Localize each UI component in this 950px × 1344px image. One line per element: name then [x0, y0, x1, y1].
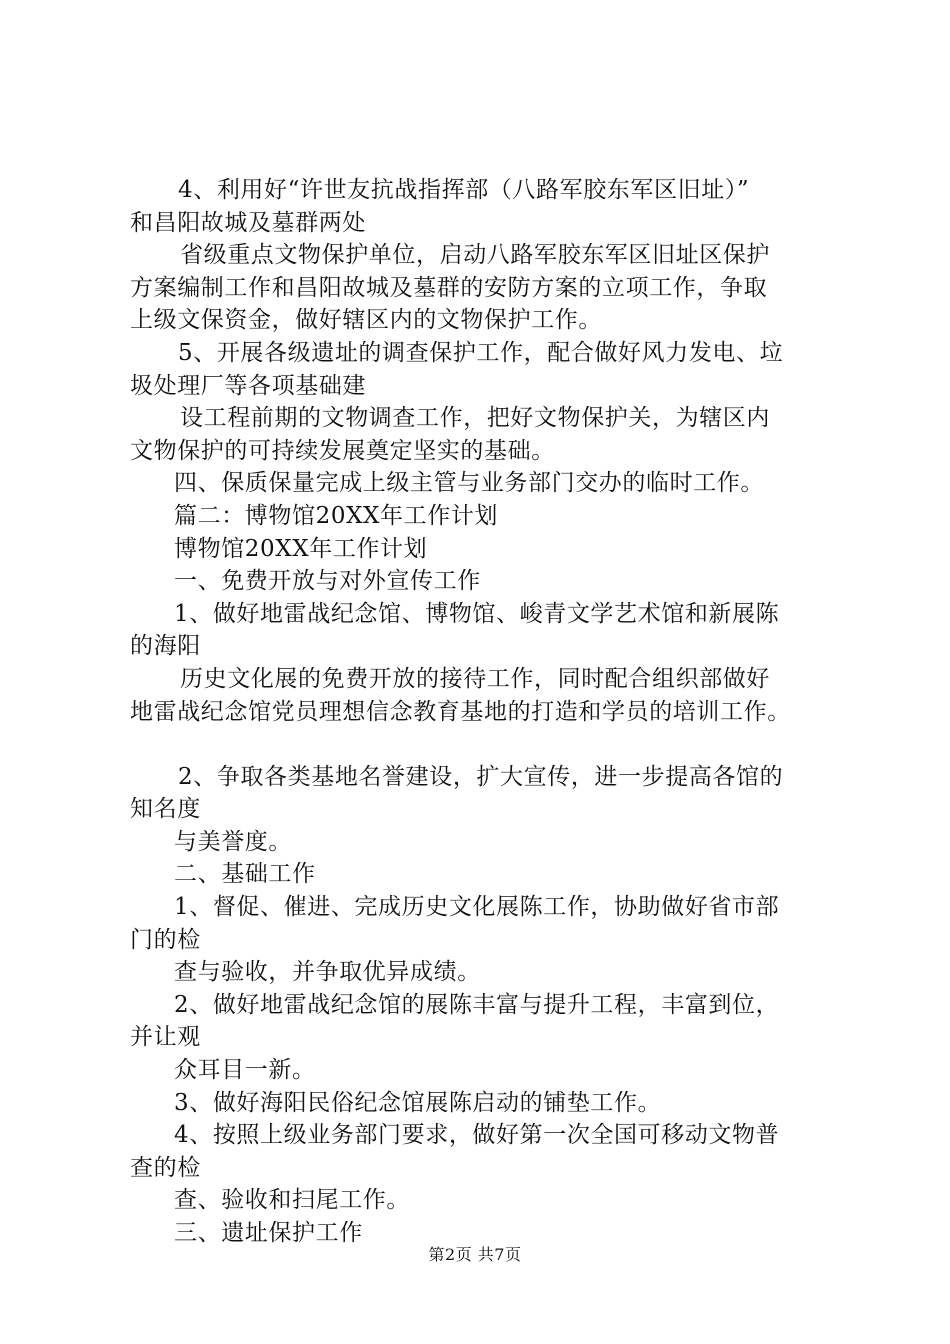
page-number-label: 第2页 共7页	[428, 1245, 522, 1264]
document-body	[130, 174, 860, 1250]
text-line: 门的检	[130, 926, 201, 953]
text-line: 2、争取各类基地名誉建设，扩大宣传，进一步提高各馆的	[178, 763, 784, 790]
text-line: 方案编制工作和昌阳故城及墓群的安防方案的立项工作，争取	[130, 274, 768, 301]
text-line: 和昌阳故城及墓群两处	[130, 209, 366, 236]
blank-line	[130, 728, 860, 761]
text-line: 2、做好地雷战纪念馆的展陈丰富与提升工程，丰富到位，	[174, 991, 780, 1018]
text-line: 地雷战纪念馆党员理想信念教育基地的打造和学员的培训工作。	[130, 698, 791, 725]
text-line: 1、做好地雷战纪念馆、博物馆、峻青文学艺术馆和新展陈	[174, 600, 780, 627]
text-line: 上级文保资金，做好辖区内的文物保护工作。	[130, 307, 602, 334]
text-line: 文物保护的可持续发展奠定坚实的基础。	[130, 437, 555, 464]
text-line: 4、利用好“许世友抗战指挥部（八路军胶东军区旧址）”	[178, 177, 750, 203]
text-line: 知名度	[130, 796, 201, 823]
text-line: 5、开展各级遗址的调查保护工作，配合做好风力发电、垃	[178, 339, 784, 366]
text-line: 4、按照上级业务部门要求，做好第一次全国可移动文物普	[174, 1122, 780, 1149]
text-line: 的海阳	[130, 633, 201, 660]
text-line: 设工程前期的文物调查工作，把好文物保护关，为辖区内	[180, 405, 770, 432]
text-line: 并让观	[130, 1024, 201, 1051]
section-heading: 篇二：博物馆20XX年工作计划	[174, 502, 499, 529]
text-line: 查、验收和扫尾工作。	[174, 1187, 410, 1214]
text-line: 与美誉度。	[174, 828, 292, 855]
section-heading: 一、免费开放与对外宣传工作	[174, 568, 481, 595]
text-line: 查的检	[130, 1154, 201, 1181]
document-title: 博物馆20XX年工作计划	[174, 535, 428, 562]
text-line: 省级重点文物保护单位，启动八路军胶东军区旧址区保护	[180, 242, 770, 269]
section-heading: 三、遗址保护工作	[174, 1220, 363, 1246]
text-line: 众耳目一新。	[174, 1057, 316, 1084]
section-heading: 四、保质保量完成上级主管与业务部门交办的临时工作。	[174, 470, 764, 497]
page-footer	[0, 1244, 950, 1266]
text-line: 3、做好海阳民俗纪念馆展陈启动的铺垫工作。	[174, 1089, 662, 1116]
section-heading: 二、基础工作	[174, 861, 316, 888]
text-line: 历史文化展的免费开放的接待工作，同时配合组织部做好	[180, 665, 770, 692]
text-line: 1、督促、催进、完成历史文化展陈工作，协助做好省市部	[174, 894, 780, 921]
text-line: 查与验收，并争取优异成绩。	[174, 959, 481, 986]
text-line: 圾处理厂等各项基础建	[130, 372, 366, 399]
